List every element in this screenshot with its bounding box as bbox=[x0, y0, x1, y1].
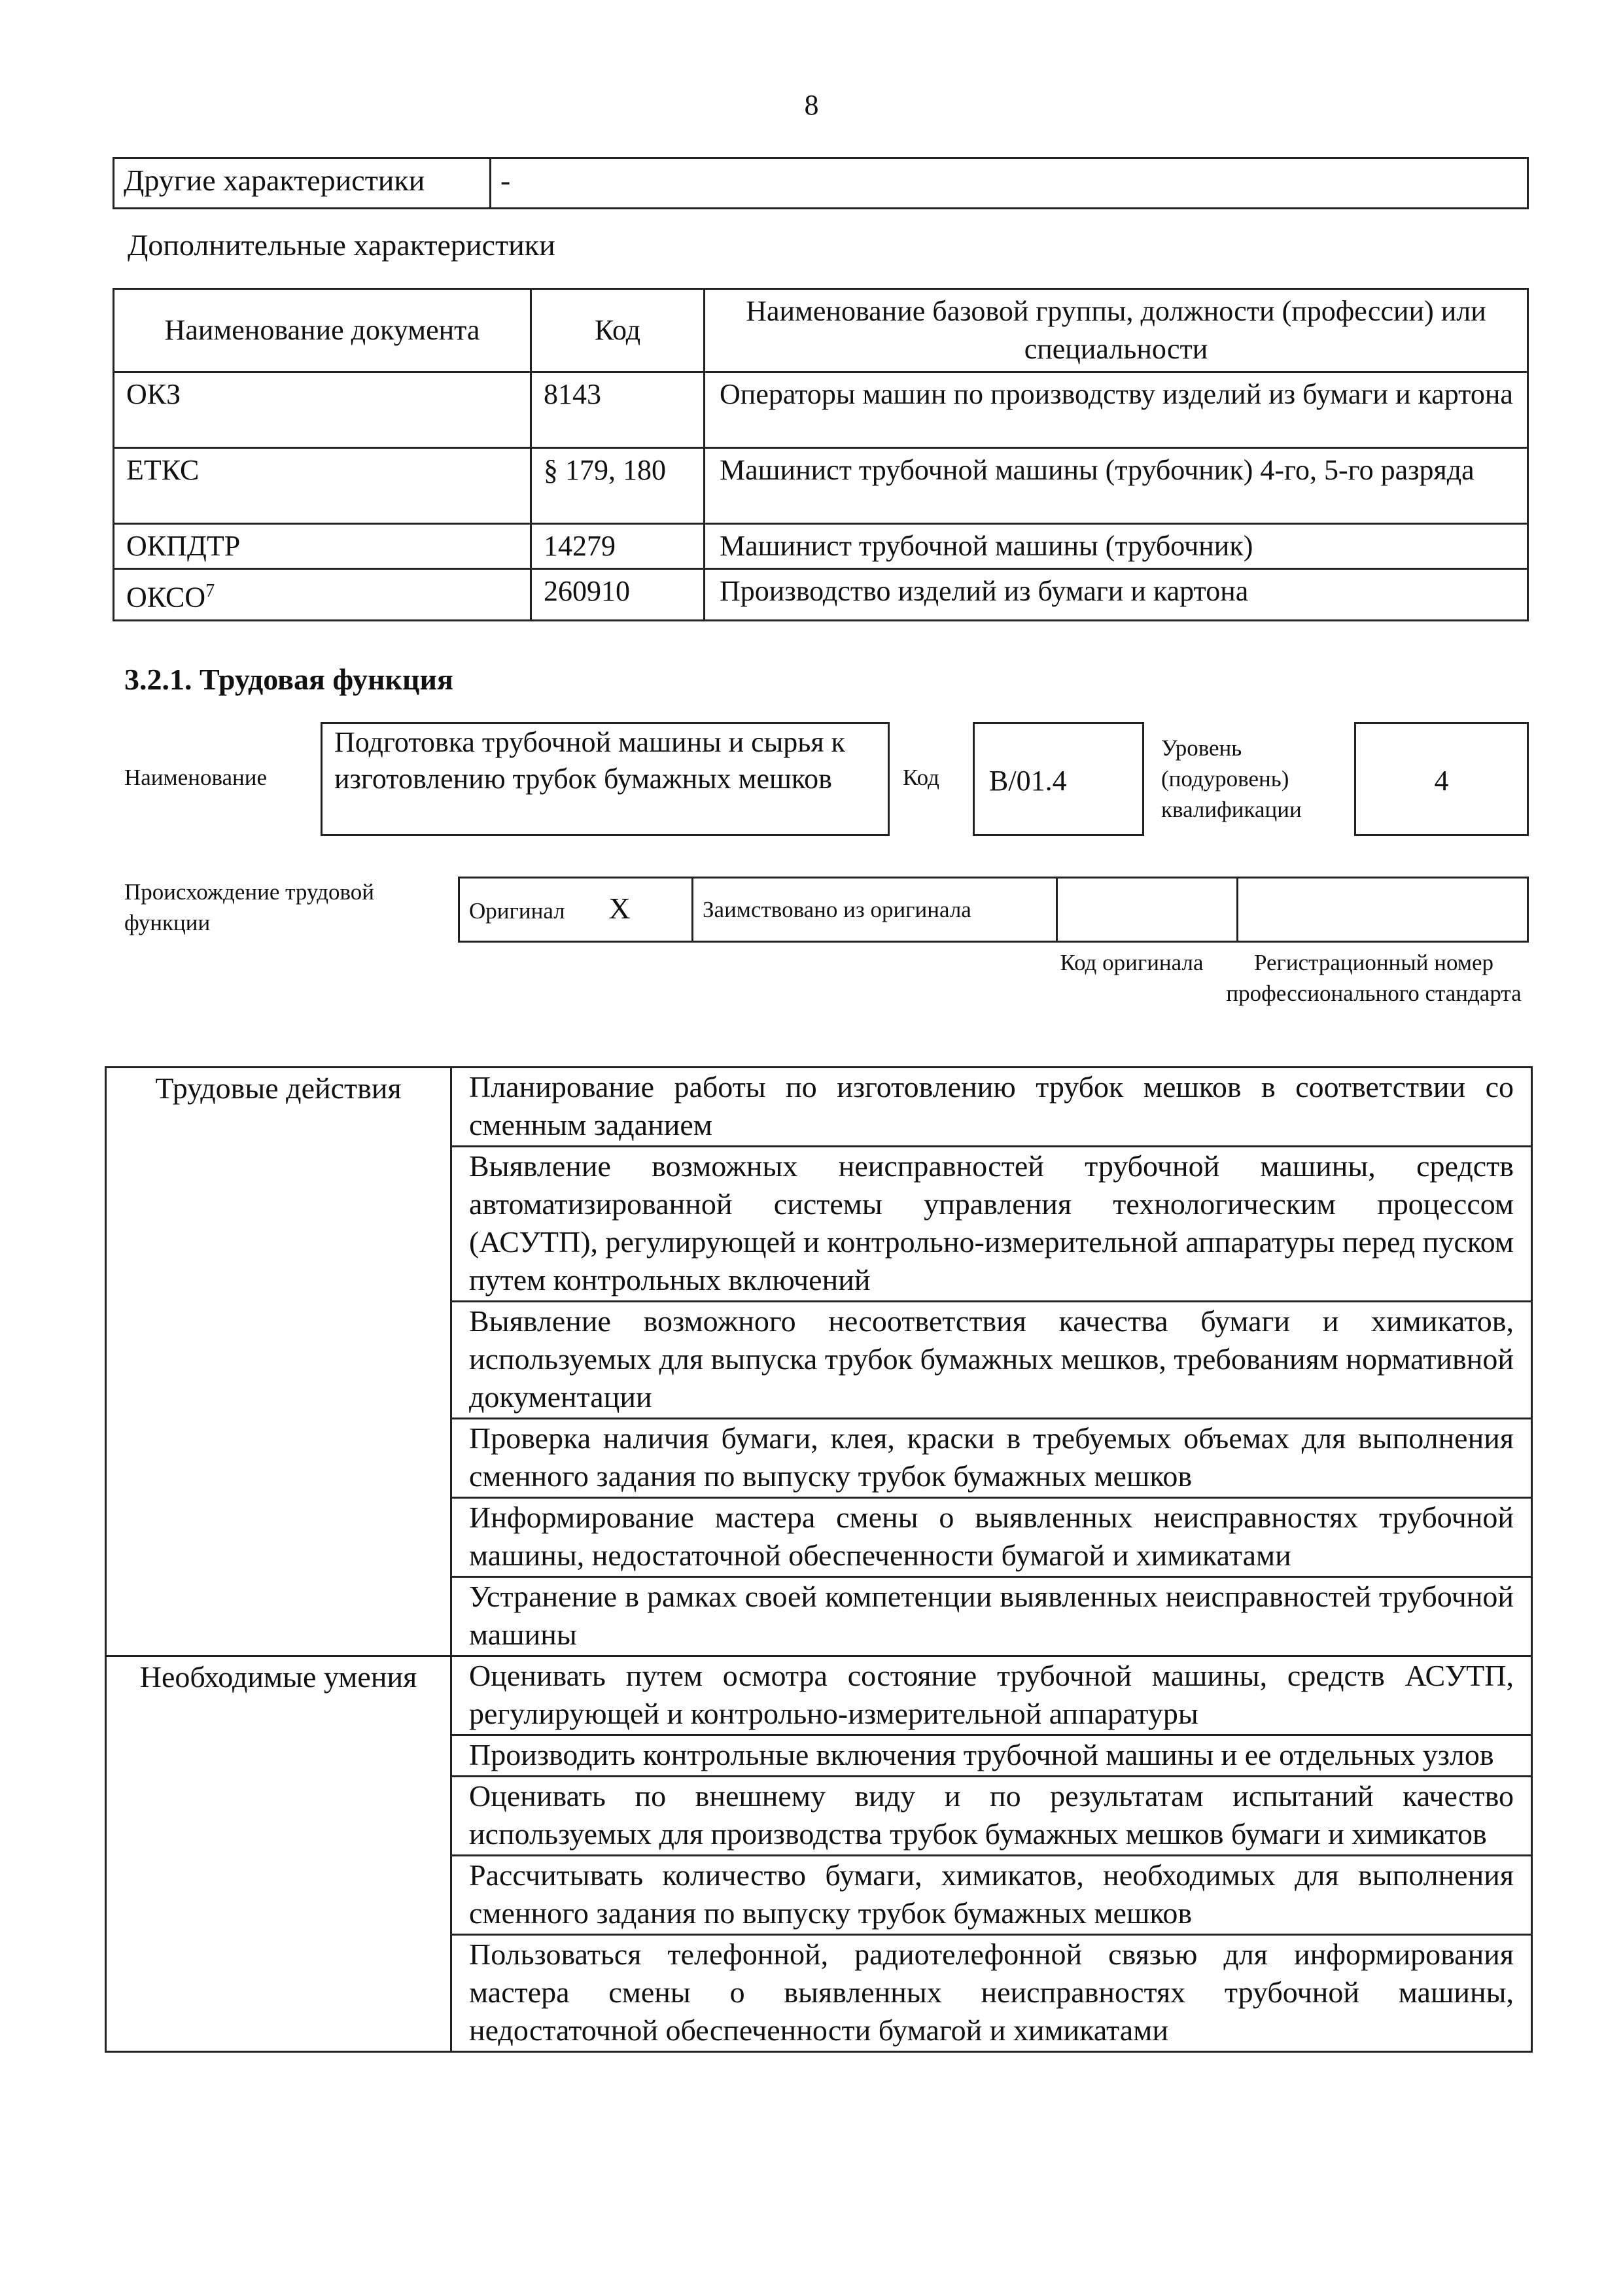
additional-characteristics-table bbox=[113, 288, 1529, 621]
origin-table bbox=[458, 877, 1529, 943]
origin-code-caption: Код оригинала bbox=[1060, 950, 1204, 975]
other-characteristics-value: - bbox=[491, 158, 1528, 209]
labor-action-item: Проверка наличия бумаги, клея, краски в требуемых объемах для выполнения сменного задания по выпуску трубок бумажных мешков bbox=[451, 1419, 1532, 1498]
table-row bbox=[106, 1068, 1532, 1147]
required-skill-item: Производить контрольные включения трубочной машины и ее отдельных узлов bbox=[451, 1735, 1532, 1777]
labor-action-item: Выявление возможного несоответствия качества бумаги и химикатов, используемых для выпуска трубок бумажных мешков, требованиям нормативной документации bbox=[451, 1302, 1532, 1419]
table-row bbox=[114, 448, 1528, 524]
section-title: 3.2.1. Трудовая функция bbox=[124, 663, 453, 696]
row-name: Операторы машин по производству изделий из бумаги и картона bbox=[705, 372, 1528, 448]
origin-original-cell bbox=[459, 878, 693, 942]
origin-reg-caption: Регистрационный номер профессионального стандарта bbox=[1226, 950, 1522, 1006]
other-characteristics-table bbox=[113, 157, 1529, 209]
header-name: Наименование базовой группы, должности (профессии) или специальности bbox=[705, 289, 1528, 372]
table-row bbox=[106, 1656, 1532, 1735]
row-doc: ОКЗ bbox=[114, 372, 531, 448]
row-doc-text: ОКСО bbox=[126, 581, 206, 614]
required-skill-item: Оценивать по внешнему виду и по результатам испытаний качество используемых для производства трубок бумажных мешков бумаги и химикатов bbox=[451, 1777, 1532, 1856]
origin-original-label: Оригинал bbox=[469, 898, 565, 924]
origin-label: Происхождение трудовой функции bbox=[124, 879, 375, 935]
origin-borrowed-label: Заимствовано из оригинала bbox=[693, 878, 1057, 942]
footnote-marker: 7 bbox=[205, 581, 215, 601]
row-code: § 179, 180 bbox=[531, 448, 705, 524]
function-code-label: Код bbox=[903, 765, 939, 790]
table-row bbox=[114, 524, 1528, 569]
qualification-level-box bbox=[1354, 722, 1529, 836]
labor-actions-label: Трудовые действия bbox=[106, 1068, 451, 1656]
other-characteristics-label: Другие характеристики bbox=[114, 158, 491, 209]
row-doc: ОКПДТР bbox=[114, 524, 531, 569]
page-number: 8 bbox=[804, 89, 819, 121]
labor-action-item: Планирование работы по изготовлению трубок мешков в соответствии со сменным заданием bbox=[451, 1068, 1532, 1147]
function-code-value: В/01.4 bbox=[989, 765, 1067, 797]
required-skills-label: Необходимые умения bbox=[106, 1656, 451, 2052]
origin-reg-cell bbox=[1238, 878, 1528, 942]
labor-actions-table bbox=[105, 1066, 1533, 2053]
row-name: Производство изделий из бумаги и картона bbox=[705, 569, 1528, 621]
required-skill-item: Рассчитывать количество бумаги, химикатов, необходимых для выполнения сменного задания по выпуску трубок бумажных мешков bbox=[451, 1856, 1532, 1935]
required-skill-item: Оценивать путем осмотра состояние трубочной машины, средств АСУТП, регулирующей и контрольно-измерительной аппаратуры bbox=[451, 1656, 1532, 1735]
labor-action-item: Устранение в рамках своей компетенции выявленных неисправностей трубочной машины bbox=[451, 1577, 1532, 1656]
function-name-box bbox=[321, 722, 890, 836]
qualification-level-value: 4 bbox=[1434, 765, 1449, 797]
row-doc: ЕТКС bbox=[114, 448, 531, 524]
row-name: Машинист трубочной машины (трубочник) 4-го, 5-го разряда bbox=[705, 448, 1528, 524]
table-row bbox=[114, 372, 1528, 448]
qualification-level-label: Уровень (подуровень) квалификации bbox=[1161, 735, 1302, 822]
labor-action-item: Выявление возможных неисправностей трубочной машины, средств автоматизированной системы управления технологическим процессом (АСУТП), регулирующей и контрольно-измерительной аппаратуры перед пуском путем контрольных включений bbox=[451, 1147, 1532, 1302]
additional-characteristics-title: Дополнительные характеристики bbox=[128, 228, 555, 262]
function-name-label: Наименование bbox=[124, 765, 268, 790]
required-skill-item: Пользоваться телефонной, радиотелефонной связью для информирования мастера смены о выявленных неисправностях трубочной машины, недостаточной обеспеченности бумагой и химикатами bbox=[451, 1935, 1532, 2052]
function-name-value: Подготовка трубочной машины и сырья к изготовлению трубок бумажных мешков bbox=[334, 726, 845, 795]
table-row bbox=[114, 569, 1528, 621]
origin-original-mark: X bbox=[608, 892, 631, 925]
row-code: 14279 bbox=[531, 524, 705, 569]
row-name: Машинист трубочной машины (трубочник) bbox=[705, 524, 1528, 569]
row-doc bbox=[114, 569, 531, 621]
header-document: Наименование документа bbox=[114, 289, 531, 372]
origin-code-cell bbox=[1057, 878, 1238, 942]
function-code-box bbox=[973, 722, 1144, 836]
labor-action-item: Информирование мастера смены о выявленных неисправностях трубочной машины, недостаточной обеспеченности бумагой и химикатами bbox=[451, 1498, 1532, 1577]
row-code: 260910 bbox=[531, 569, 705, 621]
row-code: 8143 bbox=[531, 372, 705, 448]
header-code: Код bbox=[531, 289, 705, 372]
